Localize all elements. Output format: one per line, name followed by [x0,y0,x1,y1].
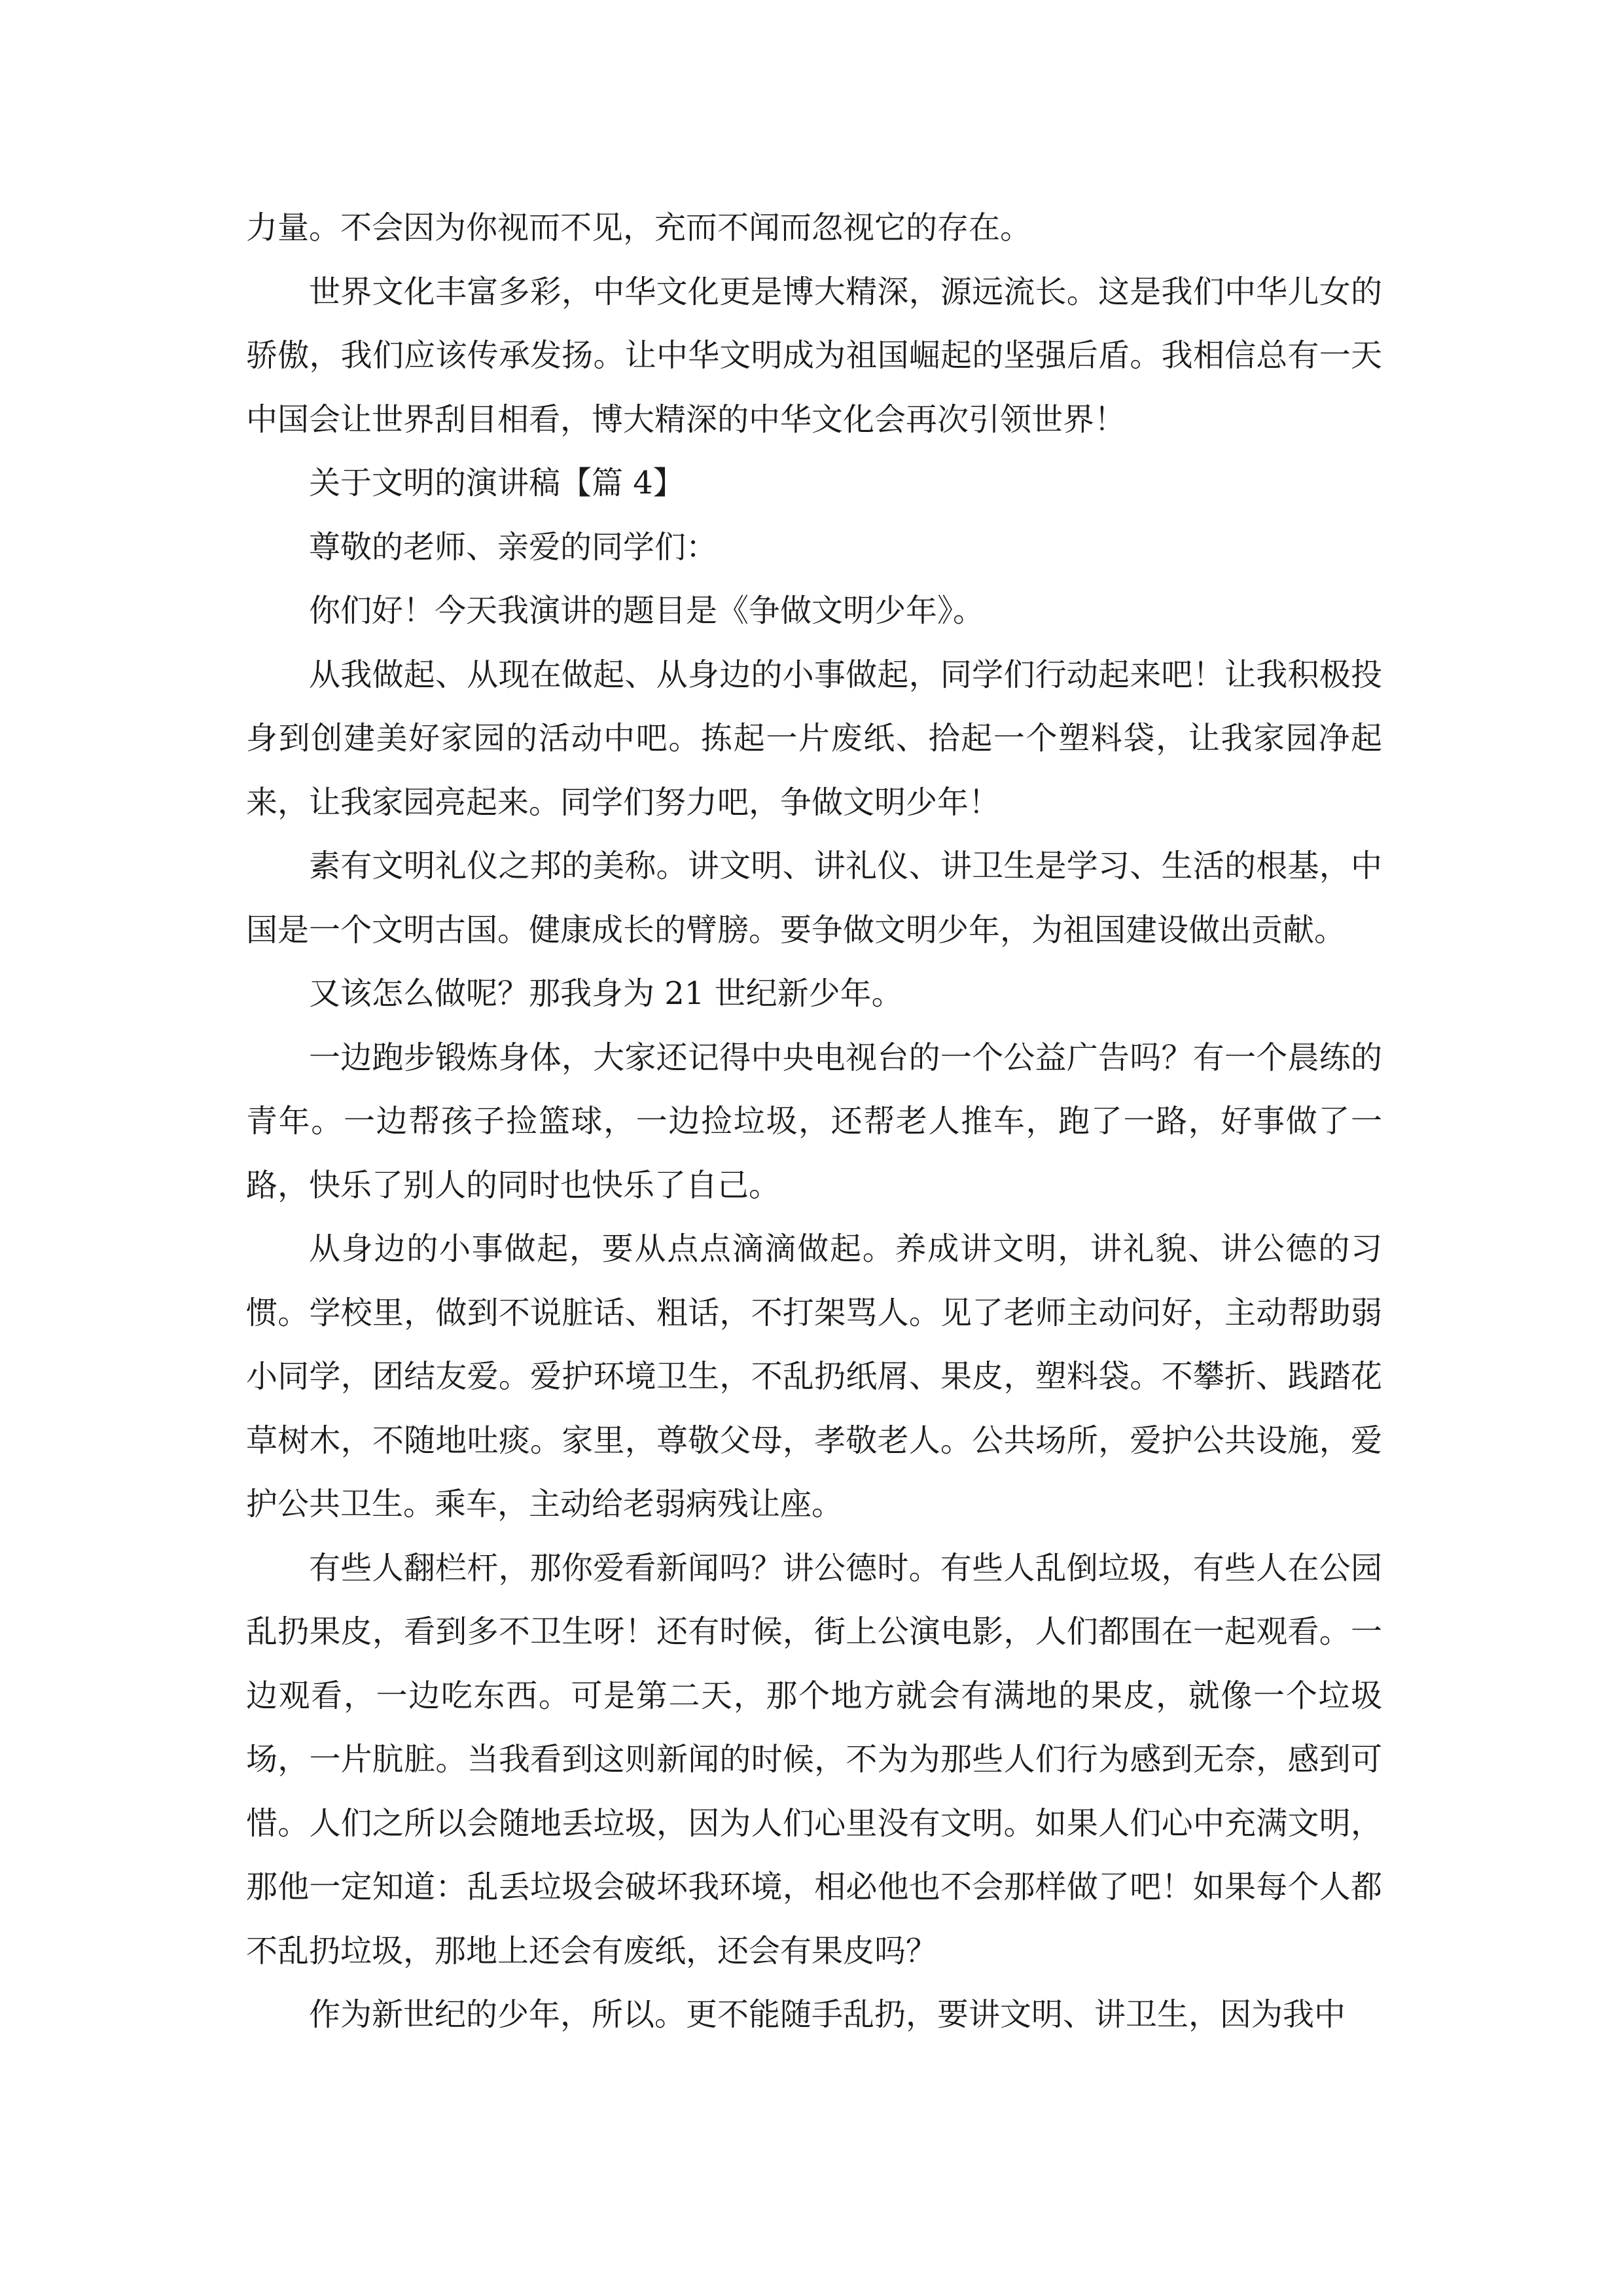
paragraph-new-century: 作为新世纪的少年，所以。更不能随手乱扔，要讲文明、讲卫生，因为我中 [309,1996,1346,2033]
section-heading: 关于文明的演讲稿【篇 4】 [309,465,685,501]
paragraph-public-ad: 一边跑步锻炼身体，大家还记得中央电视台的一个公益广告吗？有一个晨练的青年。一边帮孩子捡篮球，一边捡垃圾，还帮老人推车，跑了一路，好事做了一路，快乐了别人的同时也快乐了自己。 [246,1039,1382,1204]
salutation: 尊敬的老师、亲爱的同学们： [309,528,718,565]
greeting: 你们好！今天我演讲的题目是《争做文明少年》。 [309,592,985,629]
document-body [246,196,1382,2047]
paragraph-start-from-me: 从我做起、从现在做起、从身边的小事做起，同学们行动起来吧！让我积极投身到创建美好家园的活动中吧。拣起一片废纸、拾起一个塑料袋，让我家园净起来，让我家园亮起来。同学们努力吧，争做文明少年！ [246,656,1382,821]
paragraph-small-things: 从身边的小事做起，要从点点滴滴做起。养成讲文明，讲礼貌、讲公德的习惯。学校里，做到不说脏话、粗话，不打架骂人。见了老师主动问好，主动帮助弱小同学，团结友爱。爱护环境卫生，不乱扔纸屑、果皮，塑料袋。不攀折、践踏花草树木，不随地吐痰。家里，尊敬父母，孝敬老人。公共场所，爱护公共设施，爱护公共卫生。乘车，主动给老弱病残让座。 [246,1230,1382,1522]
paragraph-how-to: 又该怎么做呢？那我身为 21 世纪新少年。 [309,975,903,1012]
paragraph-news: 有些人翻栏杆，那你爱看新闻吗？讲公德时。有些人乱倒垃圾，有些人在公园乱扔果皮，看到多不卫生呀！还有时候，街上公演电影，人们都围在一起观看。一边观看，一边吃东西。可是第二天，那个地方就会有满地的果皮，就像一个垃圾场，一片肮脏。当我看到这则新闻的时候，不为为那些人们行为感到无奈，感到可惜。人们之所以会随地丢垃圾，因为人们心里没有文明。如果人们心中充满文明，那他一定知道：乱丢垃圾会破坏我环境，相必他也不会那样做了吧！如果每个人都不乱扔垃圾，那地上还会有废纸，还会有果皮吗？ [246,1549,1382,1969]
paragraph-continued: 力量。不会因为你视而不见，充而不闻而忽视它的存在。 [246,209,1032,246]
paragraph-chinese-culture: 世界文化丰富多彩，中华文化更是博大精深，源远流长。这是我们中华儿女的骄傲，我们应该传承发扬。让中华文明成为祖国崛起的坚强后盾。我相信总有一天中国会让世界刮目相看，博大精深的中华文化会再次引领世界！ [246,273,1382,438]
paragraph-etiquette: 素有文明礼仪之邦的美称。讲文明、讲礼仪、讲卫生是学习、生活的根基，中国是一个文明古国。健康成长的臂膀。要争做文明少年，为祖国建设做出贡献。 [246,848,1382,948]
